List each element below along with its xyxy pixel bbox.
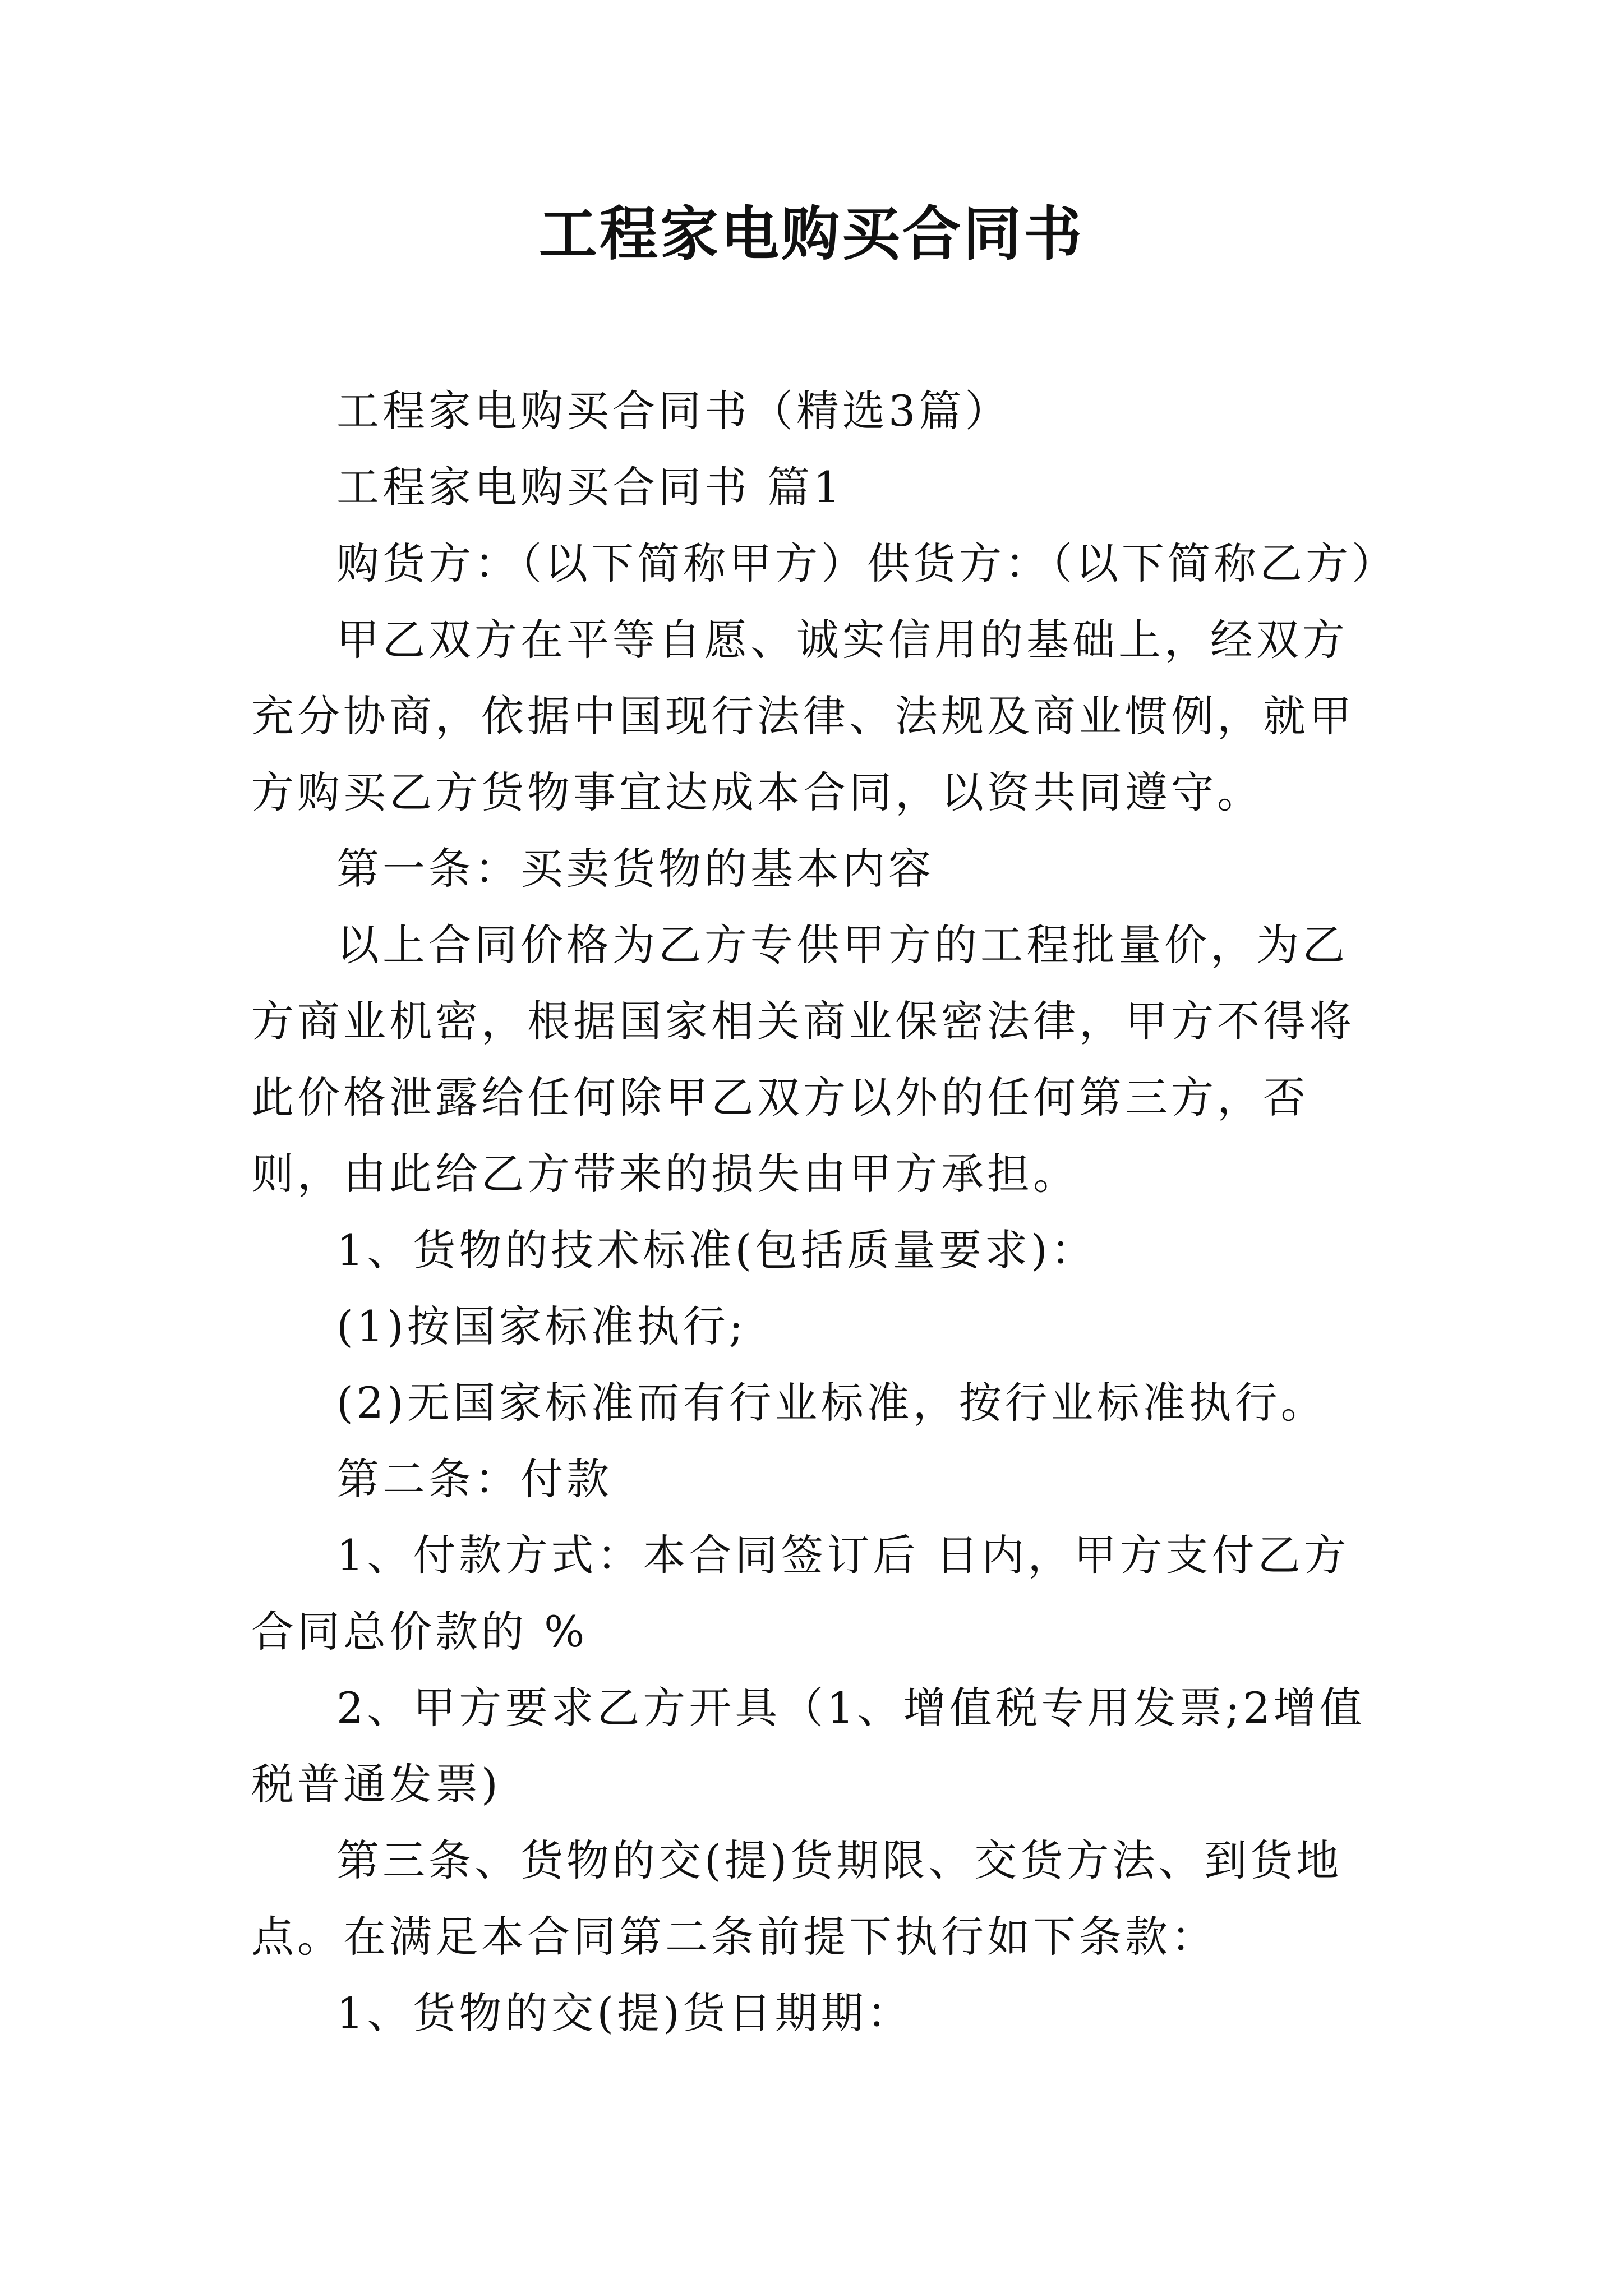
paragraph-subtitle: 工程家电购买合同书（精选3篇） [336, 386, 1011, 436]
paragraph-article-2-heading: 第二条：付款 [336, 1454, 612, 1504]
paragraph-industry-standard: (2)无国家标准而有行业标准，按行业标准执行。 [336, 1378, 1327, 1428]
paragraph-parties: 购货方：（以下简称甲方）供货方：（以下简称乙方） [336, 539, 1398, 588]
paragraph-national-standard: (1)按国家标准执行; [336, 1301, 747, 1351]
document-title: 工程家电购买合同书 [538, 199, 1084, 268]
paragraph-price-confidentiality: 以上合同价格为乙方专供甲方的工程批量价，为乙方商业机密，根据国家相关商业保密法律，甲方不得将此价格泄露给任何除甲乙双方以外的任何第三方，否则，由此给乙方带来的损失由甲方承担。 [251, 920, 1355, 1199]
paragraph-preamble: 甲乙双方在平等自愿、诚实信用的基础上，经双方充分协商，依据中国现行法律、法规及商业惯例，就甲方购买乙方货物事宜达成本合同，以资共同遵守。 [251, 615, 1355, 817]
paragraph-section-heading: 工程家电购买合同书 篇1 [336, 462, 844, 512]
paragraph-article-1-heading: 第一条：买卖货物的基本内容 [336, 844, 934, 894]
paragraph-invoice: 2、甲方要求乙方开具（1、增值税专用发票;2增值税普通发票) [251, 1683, 1366, 1809]
paragraph-delivery-date: 1、货物的交(提)货日期期： [336, 1988, 913, 2038]
paragraph-payment-method: 1、付款方式：本合同签订后 日内，甲方支付乙方合同总价款的 % [251, 1530, 1350, 1657]
document-body [251, 373, 1398, 2051]
paragraph-article-3-heading: 第三条、货物的交(提)货期限、交货方法、到货地点。在满足本合同第二条前提下执行如下条款： [251, 1835, 1343, 1962]
paragraph-technical-standard: 1、货物的技术标准(包括质量要求)： [336, 1225, 1097, 1275]
